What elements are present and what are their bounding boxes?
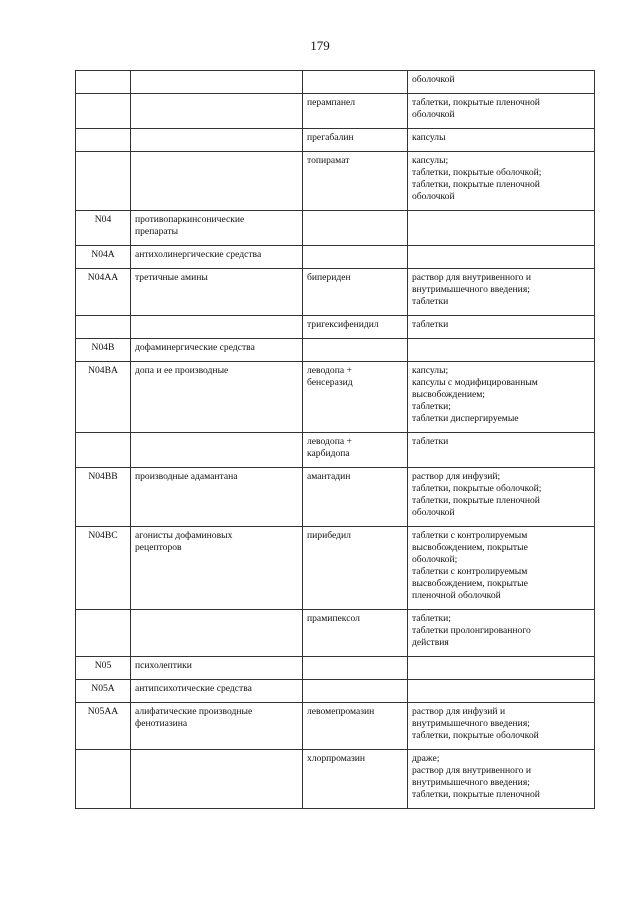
atc-code: N05A	[91, 683, 115, 694]
table-row	[76, 468, 595, 527]
drug-name-cell	[303, 527, 408, 610]
atc-code-cell	[76, 433, 131, 468]
table-row	[76, 71, 595, 94]
pharmacological-group-cell	[131, 657, 303, 680]
dosage-forms-cell	[408, 71, 595, 94]
pharmacological-group-line: фенотиазина	[135, 718, 188, 729]
drug-name-cell	[303, 246, 408, 269]
drug-name-line: перампанел	[307, 97, 356, 108]
dosage-forms-cell	[408, 94, 595, 129]
dosage-forms-line: оболочкой	[412, 507, 455, 518]
atc-code-cell	[76, 362, 131, 433]
dosage-forms-line: таблетки с контролируемым	[412, 566, 528, 577]
atc-code: N05	[94, 660, 112, 671]
pharmacological-group-cell	[131, 316, 303, 339]
dosage-forms-cell	[408, 339, 595, 362]
drug-name-cell	[303, 94, 408, 129]
atc-code	[80, 155, 126, 167]
dosage-forms-line: капсулы;	[412, 155, 449, 166]
dosage-forms-cell	[408, 527, 595, 610]
table-row	[76, 750, 595, 809]
atc-code: N04A	[91, 249, 115, 260]
drug-name-cell	[303, 703, 408, 750]
pharmacological-group-cell	[131, 94, 303, 129]
drug-name-line: тригексифенидил	[307, 319, 379, 330]
atc-code: N04BB	[88, 471, 118, 482]
dosage-forms-line: оболочкой;	[412, 554, 458, 565]
pharmacological-group-line: психолептики	[135, 660, 192, 671]
pharmacological-group-cell	[131, 269, 303, 316]
drug-name-line: бенсеразид	[307, 377, 353, 388]
table-row	[76, 246, 595, 269]
dosage-forms-line: раствор для внутривенного и	[412, 272, 531, 283]
drug-name-line: хлорпромазин	[307, 753, 366, 764]
pharmacological-group-cell	[131, 362, 303, 433]
atc-code-cell	[76, 246, 131, 269]
dosage-forms-line: оболочкой	[412, 191, 455, 202]
dosage-forms-line: внутримышечного введения;	[412, 718, 530, 729]
atc-code: N04BA	[88, 365, 118, 376]
dosage-forms-cell	[408, 316, 595, 339]
atc-code	[80, 436, 126, 448]
atc-code-cell	[76, 211, 131, 246]
dosage-forms-line: действия	[412, 637, 449, 648]
table-row	[76, 129, 595, 152]
drug-name-line: левомепромазин	[307, 706, 375, 717]
atc-code: N04B	[91, 342, 115, 353]
drug-name-cell	[303, 610, 408, 657]
table-row	[76, 152, 595, 211]
dosage-forms-line: раствор для инфузий;	[412, 471, 501, 482]
pharmacological-group-cell	[131, 211, 303, 246]
atc-code-cell	[76, 527, 131, 610]
pharmacological-group-cell	[131, 129, 303, 152]
pharmacological-group-cell	[131, 339, 303, 362]
atc-code	[80, 753, 126, 765]
drug-name-cell	[303, 750, 408, 809]
pharmacological-group-line: допа и ее производные	[135, 365, 229, 376]
pharmacological-group-cell	[131, 71, 303, 94]
table-row	[76, 680, 595, 703]
drug-name-cell	[303, 152, 408, 211]
pharmacological-group-line: препараты	[135, 226, 179, 237]
table-row	[76, 269, 595, 316]
dosage-forms-line: таблетки	[412, 296, 449, 307]
pharmacological-group-line: алифатические производные	[135, 706, 253, 717]
dosage-forms-line: таблетки	[412, 319, 449, 330]
drug-table	[75, 70, 595, 809]
dosage-forms-line: таблетки, покрытые пленочной	[412, 789, 540, 800]
pharmacological-group-line: противопаркинсонические	[135, 214, 245, 225]
dosage-forms-line: драже;	[412, 753, 440, 764]
dosage-forms-cell	[408, 468, 595, 527]
dosage-forms-line: таблетки, покрытые оболочкой	[412, 730, 539, 741]
pharmacological-group-cell	[131, 152, 303, 211]
dosage-forms-line: капсулы с модифицированным	[412, 377, 538, 388]
table-row	[76, 339, 595, 362]
pharmacological-group-cell	[131, 610, 303, 657]
pharmacological-group-line: производные адамантана	[135, 471, 238, 482]
dosage-forms-cell	[408, 680, 595, 703]
dosage-forms-cell	[408, 269, 595, 316]
table-body	[76, 71, 595, 809]
drug-name-cell	[303, 680, 408, 703]
dosage-forms-line: таблетки;	[412, 401, 451, 412]
atc-code-cell	[76, 71, 131, 94]
dosage-forms-line: таблетки диспергируемые	[412, 413, 519, 424]
dosage-forms-cell	[408, 152, 595, 211]
dosage-forms-line: высвобождением;	[412, 389, 485, 400]
page-number: 179	[310, 38, 330, 53]
dosage-forms-line: таблетки, покрытые пленочной	[412, 179, 540, 190]
drug-name-line: бипериден	[307, 272, 351, 283]
dosage-forms-line: капсулы;	[412, 365, 449, 376]
atc-code: N05AA	[87, 706, 119, 717]
dosage-forms-line: таблетки	[412, 436, 449, 447]
drug-name-cell	[303, 657, 408, 680]
pharmacological-group-line: агонисты дофаминовых	[135, 530, 233, 541]
atc-code-cell	[76, 610, 131, 657]
pharmacological-group-cell	[131, 703, 303, 750]
atc-code-cell	[76, 129, 131, 152]
dosage-forms-line: таблетки;	[412, 613, 451, 624]
drug-name-line: амантадин	[307, 471, 351, 482]
table-row	[76, 433, 595, 468]
drug-name-cell	[303, 316, 408, 339]
dosage-forms-line: внутримышечного введения;	[412, 777, 530, 788]
atc-code-cell	[76, 152, 131, 211]
dosage-forms-line: высвобождением, покрытые	[412, 542, 528, 553]
dosage-forms-cell	[408, 246, 595, 269]
drug-name-cell	[303, 211, 408, 246]
dosage-forms-line: таблетки с контролируемым	[412, 530, 528, 541]
pharmacological-group-cell	[131, 468, 303, 527]
dosage-forms-line: оболочкой	[412, 109, 455, 120]
dosage-forms-cell	[408, 657, 595, 680]
atc-code	[80, 74, 126, 86]
table-row	[76, 94, 595, 129]
atc-code-cell	[76, 750, 131, 809]
table-row	[76, 316, 595, 339]
drug-name-line: карбидопа	[307, 448, 350, 459]
dosage-forms-line: таблетки, покрытые пленочной	[412, 97, 540, 108]
atc-code-cell	[76, 94, 131, 129]
table-row	[76, 703, 595, 750]
atc-code-cell	[76, 269, 131, 316]
pharmacological-group-cell	[131, 527, 303, 610]
dosage-forms-line: оболочкой	[412, 74, 455, 85]
drug-name-line: топирамат	[307, 155, 350, 166]
drug-name-cell	[303, 339, 408, 362]
drug-name-cell	[303, 362, 408, 433]
table-row	[76, 527, 595, 610]
dosage-forms-cell	[408, 750, 595, 809]
dosage-forms-line: таблетки, покрытые оболочкой;	[412, 167, 542, 178]
dosage-forms-cell	[408, 703, 595, 750]
pharmacological-group-line: третичные амины	[135, 272, 208, 283]
dosage-forms-cell	[408, 129, 595, 152]
table-row	[76, 657, 595, 680]
dosage-forms-line: раствор для внутривенного и	[412, 765, 531, 776]
pharmacological-group-cell	[131, 246, 303, 269]
dosage-forms-cell	[408, 211, 595, 246]
dosage-forms-line: таблетки пролонгированного	[412, 625, 531, 636]
pharmacological-group-cell	[131, 750, 303, 809]
dosage-forms-line: высвобождением, покрытые	[412, 578, 528, 589]
dosage-forms-line: внутримышечного введения;	[412, 284, 530, 295]
drug-name-line: прамипексол	[307, 613, 360, 624]
drug-name-cell	[303, 269, 408, 316]
atc-code: N04	[94, 214, 112, 225]
drug-name-line: леводопа +	[307, 365, 352, 376]
pharmacological-group-line: дофаминергические средства	[135, 342, 255, 353]
atc-code	[80, 132, 126, 144]
drug-name-line: пирибедил	[307, 530, 351, 541]
atc-code	[80, 97, 126, 109]
table-row	[76, 211, 595, 246]
drug-name-cell	[303, 433, 408, 468]
dosage-forms-line: таблетки, покрытые пленочной	[412, 495, 540, 506]
dosage-forms-line: раствор для инфузий и	[412, 706, 506, 717]
dosage-forms-cell	[408, 362, 595, 433]
atc-code	[80, 613, 126, 625]
drug-name-line: леводопа +	[307, 436, 352, 447]
atc-code: N04BC	[88, 530, 118, 541]
atc-code-cell	[76, 339, 131, 362]
dosage-forms-cell	[408, 433, 595, 468]
pharmacological-group-cell	[131, 433, 303, 468]
dosage-forms-line: капсулы	[412, 132, 446, 143]
atc-code-cell	[76, 703, 131, 750]
pharmacological-group-cell	[131, 680, 303, 703]
pharmacological-group-line: антипсихотические средства	[135, 683, 252, 694]
table-row	[76, 610, 595, 657]
dosage-forms-line: таблетки, покрытые оболочкой;	[412, 483, 542, 494]
atc-code-cell	[76, 657, 131, 680]
pharmacological-group-line: антихолинергические средства	[135, 249, 262, 260]
atc-code: N04AA	[87, 272, 119, 283]
atc-code-cell	[76, 680, 131, 703]
drug-name-cell	[303, 468, 408, 527]
dosage-forms-cell	[408, 610, 595, 657]
pharmacological-group-line: рецепторов	[135, 542, 182, 553]
table-row	[76, 362, 595, 433]
drug-name-cell	[303, 129, 408, 152]
drug-name-cell	[303, 71, 408, 94]
atc-code-cell	[76, 316, 131, 339]
atc-code	[80, 319, 126, 331]
dosage-forms-line: пленочной оболочкой	[412, 590, 501, 601]
atc-code-cell	[76, 468, 131, 527]
drug-name-line: прегабалин	[307, 132, 354, 143]
